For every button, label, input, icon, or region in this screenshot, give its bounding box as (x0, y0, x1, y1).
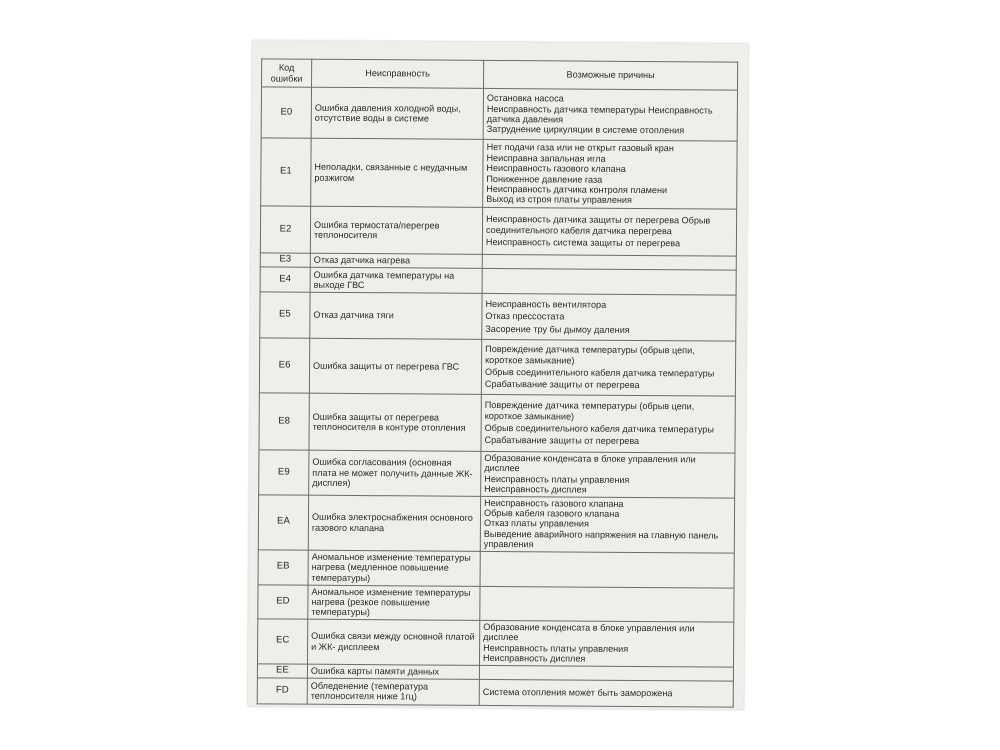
cause-item: Обрыв соединительного кабеля датчика температуры (484, 422, 714, 435)
table-row (259, 450, 735, 498)
header-fault: Неисправность (312, 59, 484, 88)
table-row (257, 677, 733, 706)
header-causes: Возможные причины (484, 60, 738, 90)
possible-causes (483, 88, 737, 141)
table-row (261, 138, 737, 209)
cause-item: Система отопления может быть заморожена (482, 686, 673, 699)
fault-description: Ошибка связи между основной платой и ЖК- дисплеем (307, 619, 479, 665)
cause-item: Неисправность платы управления (484, 473, 630, 485)
cause-item: Пониженное давление газа (486, 173, 603, 185)
cause-item: Нет подачи газа или не открыт газовый кран (486, 142, 674, 154)
error-code: E3 (260, 253, 310, 267)
cause-item: Отказ платы управления (483, 518, 589, 530)
error-code: FD (257, 677, 307, 703)
possible-causes (481, 339, 735, 396)
fault-description: Аномальное изменение температуры нагрева (резкое повышение температуры) (308, 585, 480, 620)
cause-item: Неисправность дисплея (484, 484, 587, 495)
error-code: E2 (260, 206, 310, 253)
table-body (257, 87, 737, 707)
cause-item: Срабатывание защиты от перегрева (484, 435, 640, 447)
error-code: ED (258, 584, 308, 619)
table-row (260, 292, 736, 341)
fault-description: Отказ датчика тяги (310, 292, 482, 339)
possible-causes (481, 451, 735, 497)
cause-item: Затруднение циркуляции в системе отопления (486, 124, 685, 136)
error-code: EA (258, 494, 308, 549)
cause-item: Остановка насоса (486, 93, 564, 104)
error-code: E6 (259, 338, 309, 393)
error-code: E5 (260, 292, 310, 338)
cause-item: Повреждение датчика температуры (обрыв цепи, короткое замыкание) (485, 344, 695, 366)
possible-causes (482, 293, 736, 341)
cause-item: Образование конденсата в блоке управления или дисплее (483, 621, 695, 643)
cause-item: Засорение тру бы дымоу даления (485, 323, 630, 335)
table-row (257, 619, 733, 667)
fault-description: Неполадки, связанные с неудачным розжигом (311, 138, 483, 207)
table-row (261, 87, 737, 141)
cause-item: Неисправность датчика температуры Неисправность датчика давления (486, 103, 713, 125)
cause-item: Неисправность газового клапана (484, 497, 624, 509)
cause-item: Срабатывание защиты от перегрева (484, 379, 640, 391)
possible-causes (479, 679, 733, 707)
cause-item: Обрыв соединительного кабеля датчика температуры (484, 366, 715, 379)
fault-description: Ошибка карты памяти данных (307, 664, 479, 679)
table-row (259, 393, 735, 453)
fault-description: Ошибка защиты от перегрева ГВС (309, 338, 481, 394)
cause-item: Повреждение датчика температуры (обрыв цепи, короткое замыкание) (484, 400, 695, 422)
fault-description: Ошибка согласования (основная плата не может получить данные ЖК-дисплея) (309, 450, 481, 496)
cause-item: Неисправность дисплея (482, 652, 586, 664)
possible-causes (483, 139, 737, 209)
table-row (258, 584, 734, 622)
fault-description: Отказ датчика нагрева (310, 253, 482, 268)
cause-item: Неисправна запальная игла (486, 152, 606, 164)
possible-causes (482, 268, 736, 295)
error-code-sheet (248, 40, 749, 709)
cause-item: Неисправность датчика защиты от перегрева Обрыв соединительного кабеля датчика перегрева (485, 214, 711, 237)
cause-item: Выведение аварийного напряжения на главную панель управления (483, 528, 719, 550)
error-code: E8 (259, 393, 309, 450)
cause-item: Неисправность вентилятора (485, 298, 607, 310)
fault-description: Ошибка датчика температуры на выходе ГВС (310, 267, 482, 293)
possible-causes (481, 394, 735, 453)
possible-causes (479, 620, 733, 666)
table-header (262, 59, 738, 90)
cause-item: Отказ прессостата (485, 311, 565, 322)
fault-description: Ошибка электроснабжения основного газового клапана (308, 495, 480, 551)
table-row (258, 549, 734, 587)
fault-description: Ошибка термостата/перегрев теплоносителя (310, 206, 482, 254)
table-row (260, 206, 736, 256)
cause-item: Неисправность платы управления (483, 642, 629, 654)
table-row (260, 267, 736, 295)
possible-causes (480, 496, 734, 553)
error-code: E1 (261, 138, 311, 206)
cause-item: Неисправность газового клапана (486, 163, 626, 174)
error-code: E4 (260, 267, 310, 292)
fault-description: Ошибка защиты от перегрева теплоносителя в контуре отопления (309, 393, 481, 451)
error-code: EE (257, 663, 307, 677)
header-code: Код ошибки (262, 59, 312, 87)
table-row (259, 338, 735, 396)
possible-causes (480, 551, 734, 588)
fault-description: Ошибка давления холодной воды, отсутствие воды в системе (311, 87, 483, 139)
error-code-table (257, 58, 738, 707)
header-row (262, 59, 738, 90)
fault-description: Аномальное изменение температуры нагрева (медленное повышение температуры) (308, 550, 480, 586)
fault-description: Обледенение (температура теплоносителя ниже 1гц) (307, 678, 479, 705)
cause-item: Неисправность датчика контроля пламени (486, 183, 668, 196)
cause-item: Обрыв кабеля газового клапана (484, 507, 620, 519)
error-code: E9 (259, 450, 309, 495)
cause-item: Выход из строя платы управления (486, 194, 632, 206)
cause-item: Образование конденсата в блоке управления или дисплее (484, 452, 696, 474)
possible-causes (480, 586, 734, 622)
table-row (258, 494, 734, 552)
error-code: EB (258, 549, 308, 584)
error-code: E0 (261, 87, 311, 138)
error-code: EC (257, 619, 307, 664)
cause-item: Неисправность система защиты от перегрева (485, 237, 681, 249)
possible-causes (482, 207, 736, 256)
